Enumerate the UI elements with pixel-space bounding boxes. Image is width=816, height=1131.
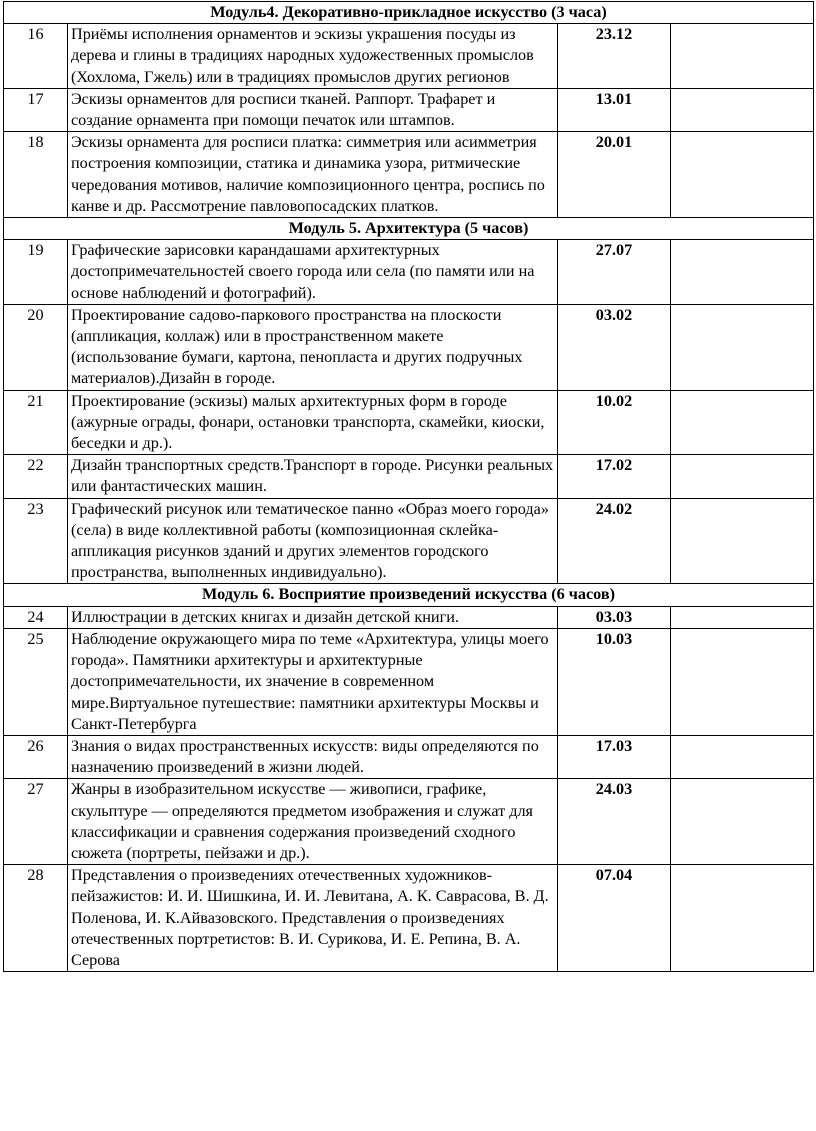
lesson-row <box>4 735 814 778</box>
lesson-note <box>671 865 814 972</box>
lesson-date: 13.01 <box>558 88 671 131</box>
lesson-date: 17.02 <box>558 455 671 498</box>
lesson-plan-body <box>4 2 814 972</box>
lesson-date: 03.02 <box>558 304 671 390</box>
lesson-row <box>4 240 814 305</box>
lesson-number: 27 <box>4 779 68 865</box>
lesson-date: 24.03 <box>558 779 671 865</box>
lesson-date: 20.01 <box>558 132 671 218</box>
lesson-number: 21 <box>4 390 68 455</box>
lesson-note <box>671 606 814 628</box>
module-header-row <box>4 2 814 24</box>
module-header-row <box>4 218 814 240</box>
lesson-date: 10.03 <box>558 628 671 735</box>
lesson-topic: Проектирование (эскизы) малых архитектурных форм в городе (ажурные ограды, фонари, остановки транспорта, скамейки, киоски, беседки и др.). <box>68 390 558 455</box>
lesson-date: 27.07 <box>558 240 671 305</box>
lesson-number: 18 <box>4 132 68 218</box>
lesson-topic: Графические зарисовки карандашами архитектурных достопримечательностей своего города или села (по памяти или на основе наблюдений и фотографий). <box>68 240 558 305</box>
lesson-row <box>4 304 814 390</box>
lesson-note <box>671 455 814 498</box>
lesson-number: 22 <box>4 455 68 498</box>
lesson-note <box>671 88 814 131</box>
lesson-date: 07.04 <box>558 865 671 972</box>
lesson-plan-table <box>3 1 814 972</box>
lesson-note <box>671 735 814 778</box>
lesson-topic: Представления о произведениях отечественных художников-пейзажистов: И. И. Шишкина, И. И. Левитана, А. К. Саврасова, В. Д. Поленова, И. К.Айвазовского. Представления о произведениях отечественных портретистов: В. И. Сурикова, И. Е. Репина, В. А. Серова <box>68 865 558 972</box>
lesson-note <box>671 304 814 390</box>
lesson-note <box>671 779 814 865</box>
lesson-number: 24 <box>4 606 68 628</box>
lesson-note <box>671 498 814 584</box>
lesson-topic: Наблюдение окружающего мира по теме «Архитектура, улицы моего города». Памятники архитектуры и архитектурные достопримечательности, их значение в современном мире.Виртуальное путешествие: памятники архитектуры Москвы и Санкт-Петербурга <box>68 628 558 735</box>
lesson-number: 16 <box>4 24 68 89</box>
lesson-number: 26 <box>4 735 68 778</box>
lesson-topic: Графический рисунок или тематическое панно «Образ моего города» (села) в виде коллективной работы (композиционная склейка-аппликация рисунков зданий и других элементов городского пространства, выполненных индивидуально). <box>68 498 558 584</box>
lesson-note <box>671 240 814 305</box>
lesson-row <box>4 628 814 735</box>
lesson-row <box>4 88 814 131</box>
lesson-row <box>4 606 814 628</box>
lesson-topic: Проектирование садово-паркового пространства на плоскости (аппликация, коллаж) или в пространственном макете (использование бумаги, картона, пенопласта и других подручных материалов).Дизайн в городе. <box>68 304 558 390</box>
lesson-date: 17.03 <box>558 735 671 778</box>
lesson-note <box>671 132 814 218</box>
lesson-topic: Жанры в изобразительном искусстве — живописи, графике, скульптуре — определяются предметом изображения и служат для классификации и сравнения содержания произведений сходного сюжета (портреты, пейзажи и др.). <box>68 779 558 865</box>
lesson-date: 23.12 <box>558 24 671 89</box>
lesson-number: 25 <box>4 628 68 735</box>
lesson-topic: Иллюстрации в детских книгах и дизайн детской книги. <box>68 606 558 628</box>
lesson-topic: Знания о видах пространственных искусств: виды определяются по назначению произведений в жизни людей. <box>68 735 558 778</box>
module-title: Модуль 6. Восприятие произведений искусства (6 часов) <box>4 584 814 606</box>
lesson-note <box>671 390 814 455</box>
lesson-number: 23 <box>4 498 68 584</box>
lesson-row <box>4 498 814 584</box>
module-title: Модуль 5. Архитектура (5 часов) <box>4 218 814 240</box>
lesson-date: 24.02 <box>558 498 671 584</box>
lesson-row <box>4 779 814 865</box>
lesson-row <box>4 390 814 455</box>
lesson-row <box>4 455 814 498</box>
lesson-topic: Приёмы исполнения орнаментов и эскизы украшения посуды из дерева и глины в традициях народных художественных промыслов (Хохлома, Гжель) или в традициях промыслов других регионов <box>68 24 558 89</box>
module-title: Модуль4. Декоративно-прикладное искусство (3 часа) <box>4 2 814 24</box>
lesson-note <box>671 24 814 89</box>
lesson-date: 03.03 <box>558 606 671 628</box>
lesson-row <box>4 865 814 972</box>
lesson-note <box>671 628 814 735</box>
lesson-topic: Дизайн транспортных средств.Транспорт в городе. Рисунки реальных или фантастических машин. <box>68 455 558 498</box>
lesson-date: 10.02 <box>558 390 671 455</box>
lesson-number: 17 <box>4 88 68 131</box>
lesson-number: 28 <box>4 865 68 972</box>
module-header-row <box>4 584 814 606</box>
lesson-row <box>4 132 814 218</box>
lesson-number: 20 <box>4 304 68 390</box>
lesson-number: 19 <box>4 240 68 305</box>
lesson-row <box>4 24 814 89</box>
lesson-topic: Эскизы орнаментов для росписи тканей. Раппорт. Трафарет и создание орнамента при помощи печаток или штампов. <box>68 88 558 131</box>
lesson-topic: Эскизы орнамента для росписи платка: симметрия или асимметрия построения композиции, статика и динамика узора, ритмические чередования мотивов, наличие композиционного центра, роспись по канве и др. Рассмотрение павловопосадских платков. <box>68 132 558 218</box>
